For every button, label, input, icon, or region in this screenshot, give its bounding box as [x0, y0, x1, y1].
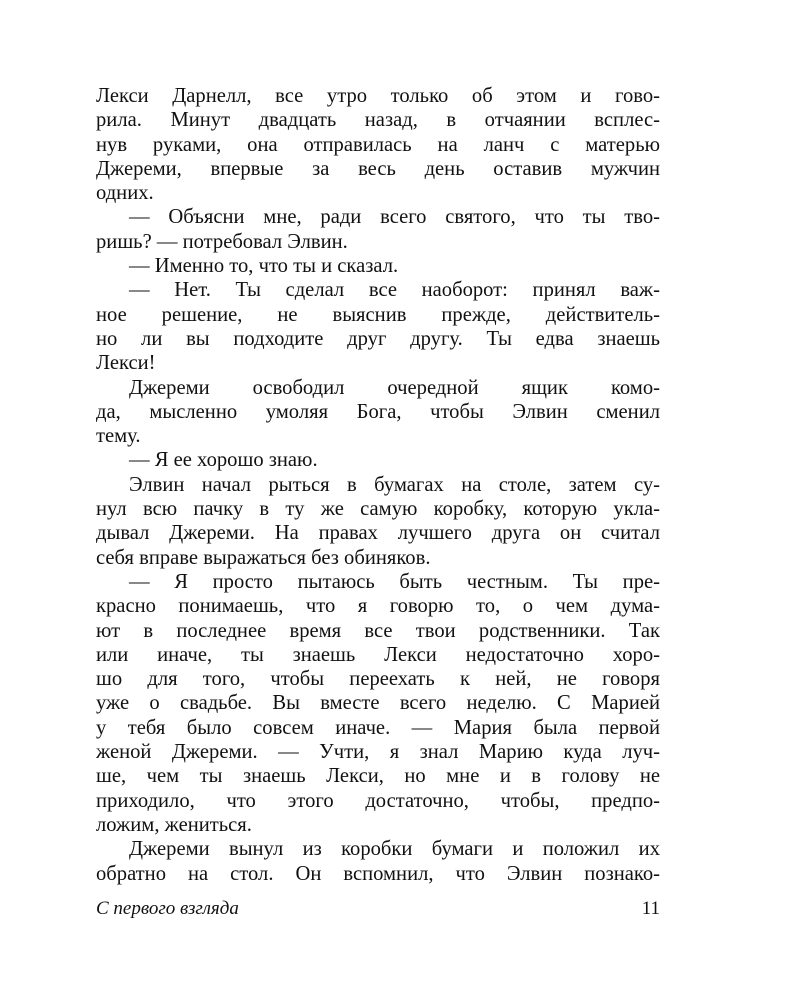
text-line: тему. — [96, 425, 141, 448]
text-line: — Я просто пытаюсь быть честным. Ты пре- — [129, 570, 660, 593]
text-line: но ли вы подходите друг другу. Ты едва знаешь — [96, 327, 660, 350]
text-line: ришь? — потребовал Элвин. — [96, 230, 348, 253]
text-line: ное решение, не выяснив прежде, действитель- — [96, 303, 660, 326]
text-line: Джереми освободил очередной ящик комо- — [129, 376, 660, 399]
text-line: — Нет. Ты сделал все наоборот: принял важ- — [129, 279, 660, 302]
page-body — [96, 84, 660, 886]
text-line: приходило, что этого достаточно, чтобы, предпо- — [96, 789, 660, 812]
text-column — [96, 84, 660, 886]
text-line: Лекси Дарнелл, все утро только об этом и гово- — [96, 85, 660, 107]
text-line: дывал Джереми. На правах лучшего друга он считал — [96, 522, 660, 545]
text-line: нув руками, она отправилась на ланч с матерью — [96, 133, 660, 156]
text-line: ют в последнее время все твои родственники. Так — [96, 619, 660, 642]
page-footer — [96, 898, 660, 924]
text-line: — Я ее хорошо знаю. — [129, 449, 318, 472]
text-line: рила. Минут двадцать назад, в отчаянии всплес- — [96, 109, 660, 132]
text-line: — Объясни мне, ради всего святого, что ты тво- — [129, 206, 660, 229]
text-line: красно понимаешь, что я говорю то, о чем дума- — [96, 595, 660, 618]
text-line: женой Джереми. — Учти, я знал Марию куда луч- — [96, 741, 660, 764]
text-line: ше, чем ты знаешь Лекси, но мне и в голову не — [96, 765, 660, 788]
text-line: обратно на стол. Он вспомнил, что Элвин познако- — [96, 862, 660, 885]
text-line: — Именно то, что ты и сказал. — [129, 255, 399, 278]
text-line: Джереми, впервые за весь день оставив мужчин — [96, 157, 660, 180]
text-line: себя вправе выражаться без обиняков. — [96, 546, 431, 569]
text-line: да, мысленно умоляя Бога, чтобы Элвин сменил — [96, 400, 660, 423]
text-line: Джереми вынул из коробки бумаги и положил их — [129, 838, 660, 861]
text-line: Лекси! — [96, 352, 156, 375]
text-line: нул всю пачку в ту же самую коробку, которую укла- — [96, 498, 660, 521]
text-line: Элвин начал рыться в бумагах на столе, затем су- — [129, 473, 660, 496]
text-line: одних. — [96, 182, 154, 205]
text-line: шо для того, чтобы переехать к ней, не говоря — [96, 668, 660, 691]
text-line: или иначе, ты знаешь Лекси недостаточно хоро- — [96, 643, 660, 666]
running-title: С первого взгляда — [96, 898, 239, 919]
text-line: ложим, жениться. — [96, 813, 252, 836]
page-number: 11 — [641, 898, 660, 919]
text-line: у тебя было совсем иначе. — Мария была первой — [96, 716, 660, 739]
text-line: уже о свадьбе. Вы вместе всего неделю. С Марией — [96, 692, 660, 715]
